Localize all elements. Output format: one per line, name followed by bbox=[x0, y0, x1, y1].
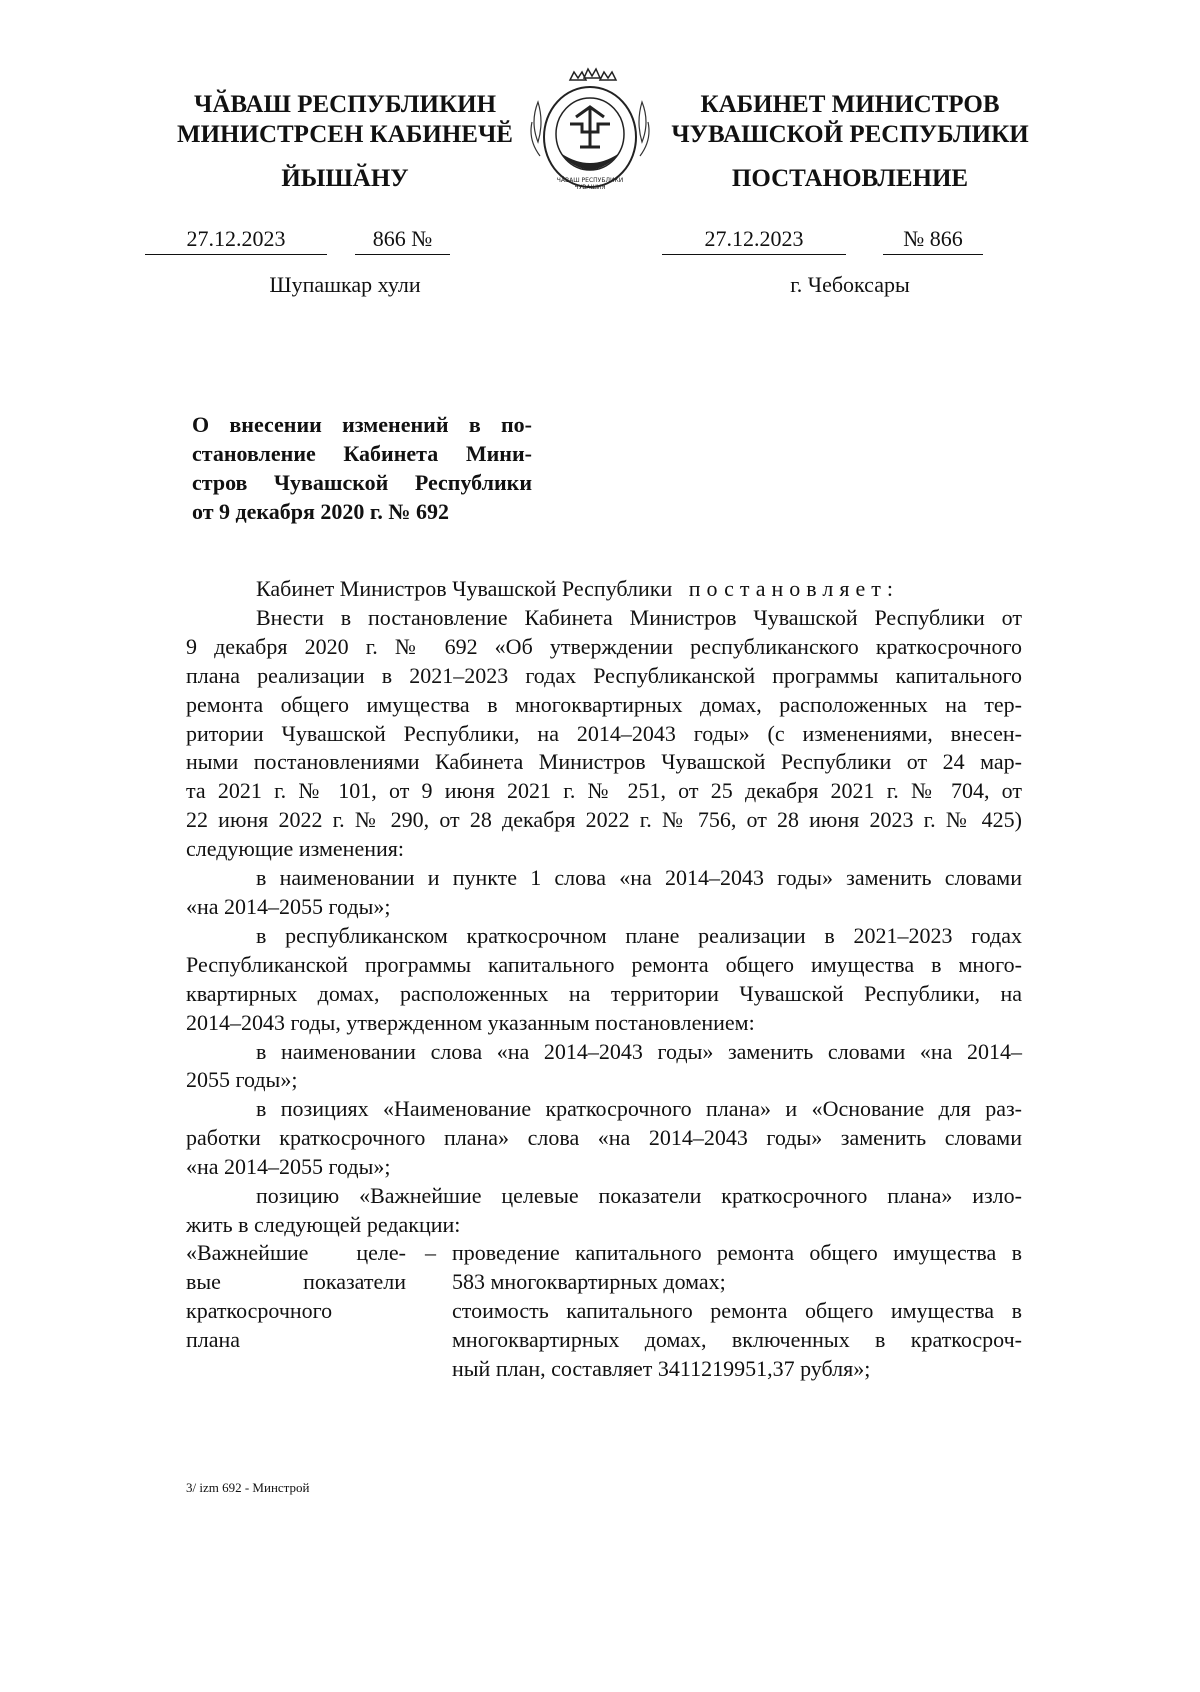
title-line: стров Чувашской Республики bbox=[192, 470, 532, 495]
body-line: в позициях «Наименование краткосрочного плана» и «Основание для раз- bbox=[256, 1096, 1022, 1122]
left-org-line1: ЧӐВАШ РЕСПУБЛИКИН bbox=[193, 91, 497, 118]
body-line: в республиканском краткосрочном плане реализации в 2021–2023 годах bbox=[256, 922, 1022, 948]
body-line: жить в следующей редакции: bbox=[186, 1211, 461, 1237]
left-number: 866 № bbox=[355, 226, 450, 255]
body-line: плана реализации в 2021–2023 годах Республиканской программы капитального bbox=[186, 662, 1022, 688]
indicator-dash: – bbox=[425, 1240, 436, 1265]
body-line: ными постановлениями Кабинета Министров Чувашской Республики от 24 мар- bbox=[186, 749, 1022, 775]
right-doc-type: ПОСТАНОВЛЕНИЕ bbox=[731, 165, 969, 192]
indicator-value-line: ный план, составляет 3411219951,37 рубля»; bbox=[452, 1356, 871, 1381]
indicator-label-line: «Важнейшие целе- bbox=[186, 1240, 406, 1265]
body-line: Внести в постановление Кабинета Министров Чувашской Республики от bbox=[256, 604, 1022, 630]
body-line: в наименовании слова «на 2014–2043 годы» заменить словами «на 2014– bbox=[256, 1038, 1022, 1064]
left-city: Шупашкар хули bbox=[269, 272, 421, 297]
title-line: от 9 декабря 2020 г. № 692 bbox=[192, 499, 450, 524]
body-line: 2055 годы»; bbox=[186, 1067, 298, 1093]
body-line: та 2021 г. № 101, от 9 июня 2021 г. № 251, от 25 декабря 2021 г. № 704, от bbox=[186, 778, 1022, 804]
indicator-value-line: проведение капитального ремонта общего имущества в bbox=[452, 1240, 1022, 1265]
indicator-value bbox=[452, 1238, 1022, 1383]
body-line: 2014–2043 годы, утвержденном указанным постановлением: bbox=[186, 1009, 755, 1035]
indicator-label bbox=[186, 1238, 406, 1354]
body-line: ритории Чувашской Республики, на 2014–2043 годы» (с изменениями, внесен- bbox=[186, 720, 1022, 746]
left-org-line2: МИНИСТРСЕН КАБИНЕЧӖ bbox=[177, 121, 513, 148]
indicator-label-line: вые показатели bbox=[186, 1269, 406, 1294]
decree-word: постановляет: bbox=[688, 576, 899, 601]
body-line: 22 июня 2022 г. № 290, от 28 декабря 2022 г. № 756, от 28 июня 2023 г. № 425) bbox=[186, 807, 1022, 833]
body-line: «на 2014–2055 годы»; bbox=[186, 1154, 391, 1180]
body-line: позицию «Важнейшие целевые показатели краткосрочного плана» изло- bbox=[256, 1183, 1022, 1209]
body-line: «на 2014–2055 годы»; bbox=[186, 893, 391, 919]
right-org-line2: ЧУВАШСКОЙ РЕСПУБЛИКИ bbox=[671, 121, 1029, 148]
document-title bbox=[192, 410, 532, 526]
right-org-line1: КАБИНЕТ МИНИСТРОВ bbox=[700, 91, 1000, 118]
footer-ref: 3/ izm 692 - Минстрой bbox=[186, 1480, 310, 1495]
body-line: Республиканской программы капитального ремонта общего имущества в много- bbox=[186, 951, 1022, 977]
body-line: 9 декабря 2020 г. № 692 «Об утверждении республиканского краткосрочного bbox=[186, 633, 1022, 659]
left-doc-type: ЙЫШӐНУ bbox=[281, 165, 409, 192]
body-line: работки краткосрочного плана» слова «на 2014–2043 годы» заменить словами bbox=[186, 1125, 1022, 1151]
document-body bbox=[186, 575, 1022, 1240]
indicator-label-line: краткосрочного bbox=[186, 1298, 333, 1323]
title-line: становление Кабинета Мини- bbox=[192, 441, 532, 466]
right-number: № 866 bbox=[883, 226, 983, 255]
intro-line bbox=[186, 575, 1022, 604]
left-date: 27.12.2023 bbox=[145, 226, 327, 255]
right-date: 27.12.2023 bbox=[662, 226, 846, 255]
body-line: в наименовании и пункте 1 слова «на 2014–2043 годы» заменить словами bbox=[256, 865, 1022, 891]
emblem-ring-text-right: ЧУВАШИЯ bbox=[574, 184, 606, 191]
body-line: ремонта общего имущества в многоквартирных домах, расположенных на тер- bbox=[186, 691, 1022, 717]
indicator-value-line: 583 многоквартирных домах; bbox=[452, 1269, 726, 1294]
indicator-value-line: стоимость капитального ремонта общего имущества в bbox=[452, 1298, 1022, 1323]
body-line: следующие изменения: bbox=[186, 836, 404, 862]
left-org-name bbox=[130, 90, 560, 150]
indicator-label-line: плана bbox=[186, 1327, 241, 1352]
indicator-value-line: многоквартирных домах, включенных в краткосроч- bbox=[452, 1327, 1022, 1352]
right-city: г. Чебоксары bbox=[790, 272, 910, 297]
intro-text: Кабинет Министров Чувашской Республики bbox=[256, 576, 673, 601]
right-org-name bbox=[635, 90, 1065, 150]
emblem-ring-text-left: ЧĂВАШ РЕСПУБЛИКИ bbox=[556, 177, 624, 184]
title-line: О внесении изменений в по- bbox=[192, 412, 532, 437]
body-line: квартирных домах, расположенных на территории Чувашской Республики, на bbox=[186, 980, 1022, 1006]
